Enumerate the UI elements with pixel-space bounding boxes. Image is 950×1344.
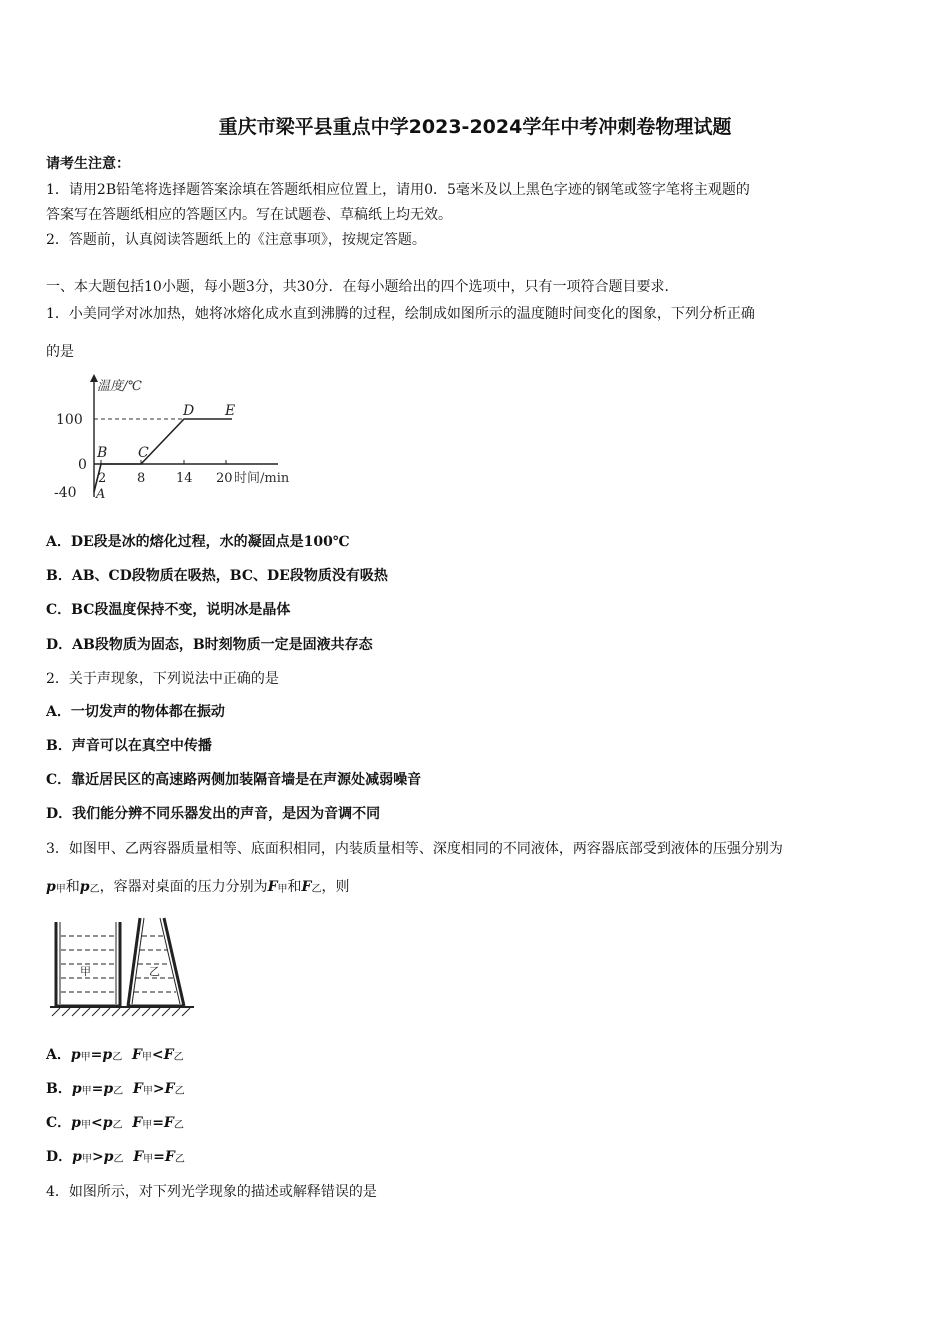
q3-option-b: B．p甲=p乙 F甲>F乙 <box>46 1081 185 1097</box>
y-tick-0: 0 <box>78 457 87 473</box>
q1-option-b: B．AB、CD段物质在吸热，BC、DE段物质没有吸热 <box>46 568 388 584</box>
container-jia-label: 甲 <box>80 965 91 978</box>
notice-line-2: 2．答题前，认真阅读答题纸上的《注意事项》，按规定答题。 <box>46 232 426 248</box>
container-jia <box>56 922 120 1006</box>
point-d-label: D <box>183 403 195 419</box>
notice-line-1b: 答案写在答题纸相应的答题区内。写在试题卷、草稿纸上均无效。 <box>46 207 452 223</box>
x-tick-20: 20 <box>216 471 233 486</box>
q2-option-b: B．声音可以在真空中传播 <box>46 738 212 754</box>
container-yi-label: 乙 <box>149 965 160 978</box>
tabletop-hatching <box>52 1008 190 1016</box>
x-tick-14: 14 <box>176 471 193 486</box>
containers-figure <box>48 912 198 1022</box>
y-axis-label: 温度/℃ <box>97 379 142 394</box>
section-heading: 一、本大题包括10小题，每小题3分，共30分．在每小题给出的四个选项中，只有一项符合题目要求． <box>46 279 679 295</box>
point-e-label: E <box>225 403 236 419</box>
point-a-label: A <box>96 487 106 502</box>
y-tick-100: 100 <box>56 412 83 428</box>
sub-jia: 甲 <box>55 884 66 895</box>
sub-yi: 乙 <box>89 884 100 895</box>
q3-stem-mid: ，容器对桌面的压力分别为 <box>99 879 268 895</box>
word-he: 和 <box>65 879 80 895</box>
container-yi <box>128 918 184 1006</box>
q2-option-c: C．靠近居民区的高速路两侧加装隔音墙是在声源处减弱噪音 <box>46 772 422 788</box>
q2-option-a: A．一切发声的物体都在振动 <box>46 704 225 720</box>
q1-option-a: A．DE段是冰的熔化过程，水的凝固点是100℃ <box>46 534 350 550</box>
temperature-curve <box>94 419 232 492</box>
q1-stem-b: 的是 <box>46 344 74 360</box>
q3-option-c: C．p甲<p乙 F甲=F乙 <box>46 1115 184 1131</box>
temperature-time-graph <box>50 372 325 507</box>
var-f: F <box>267 879 278 895</box>
sub-jia: 甲 <box>277 884 288 895</box>
q1-option-c: C．BC段温度保持不变，说明冰是晶体 <box>46 602 291 618</box>
q3-stem-a: 3．如图甲、乙两容器质量相等、底面积相同，内装质量相等、深度相同的不同液体，两容器底部受到液体的压强分别为 <box>46 841 783 857</box>
q3-stem-b <box>46 876 350 896</box>
var-p: p <box>46 879 56 895</box>
q2-option-d: D．我们能分辨不同乐器发出的声音，是因为音调不同 <box>46 806 381 822</box>
point-c-label: C <box>138 445 149 461</box>
q3-stem-end: ，则 <box>321 879 350 895</box>
var-f: F <box>301 879 312 895</box>
sub-yi: 乙 <box>311 884 322 895</box>
point-b-label: B <box>97 445 108 461</box>
page-title: 重庆市梁平县重点中学2023-2024学年中考冲刺卷物理试题 <box>218 116 732 138</box>
notice-line-1a: 1．请用2B铅笔将选择题答案涂填在答题纸相应位置上，请用0．5毫米及以上黑色字迹的钢笔或签字笔将主观题的 <box>46 182 750 198</box>
q1-stem-a: 1．小美同学对冰加热，她将冰熔化成水直到沸腾的过程，绘制成如图所示的温度随时间变化的图象，下列分析正确 <box>46 306 755 322</box>
var-p: p <box>79 879 90 895</box>
notice-heading: 请考生注意： <box>46 156 130 172</box>
q2-stem: 2．关于声现象，下列说法中正确的是 <box>46 671 279 687</box>
y-tick-neg40: -40 <box>54 485 77 501</box>
q4-stem: 4．如图所示，对下列光学现象的描述或解释错误的是 <box>46 1184 377 1200</box>
x-tick-8: 8 <box>137 471 146 486</box>
q1-option-d: D．AB段物质为固态，B时刻物质一定是固液共存态 <box>46 637 373 653</box>
x-tick-2: 2 <box>98 471 107 486</box>
x-axis-label: 时间/min <box>234 471 290 486</box>
q3-option-a: A．p甲=p乙 F甲<F乙 <box>46 1047 184 1063</box>
q3-option-d: D．p甲>p乙 F甲=F乙 <box>46 1149 185 1165</box>
word-he: 和 <box>287 879 302 895</box>
